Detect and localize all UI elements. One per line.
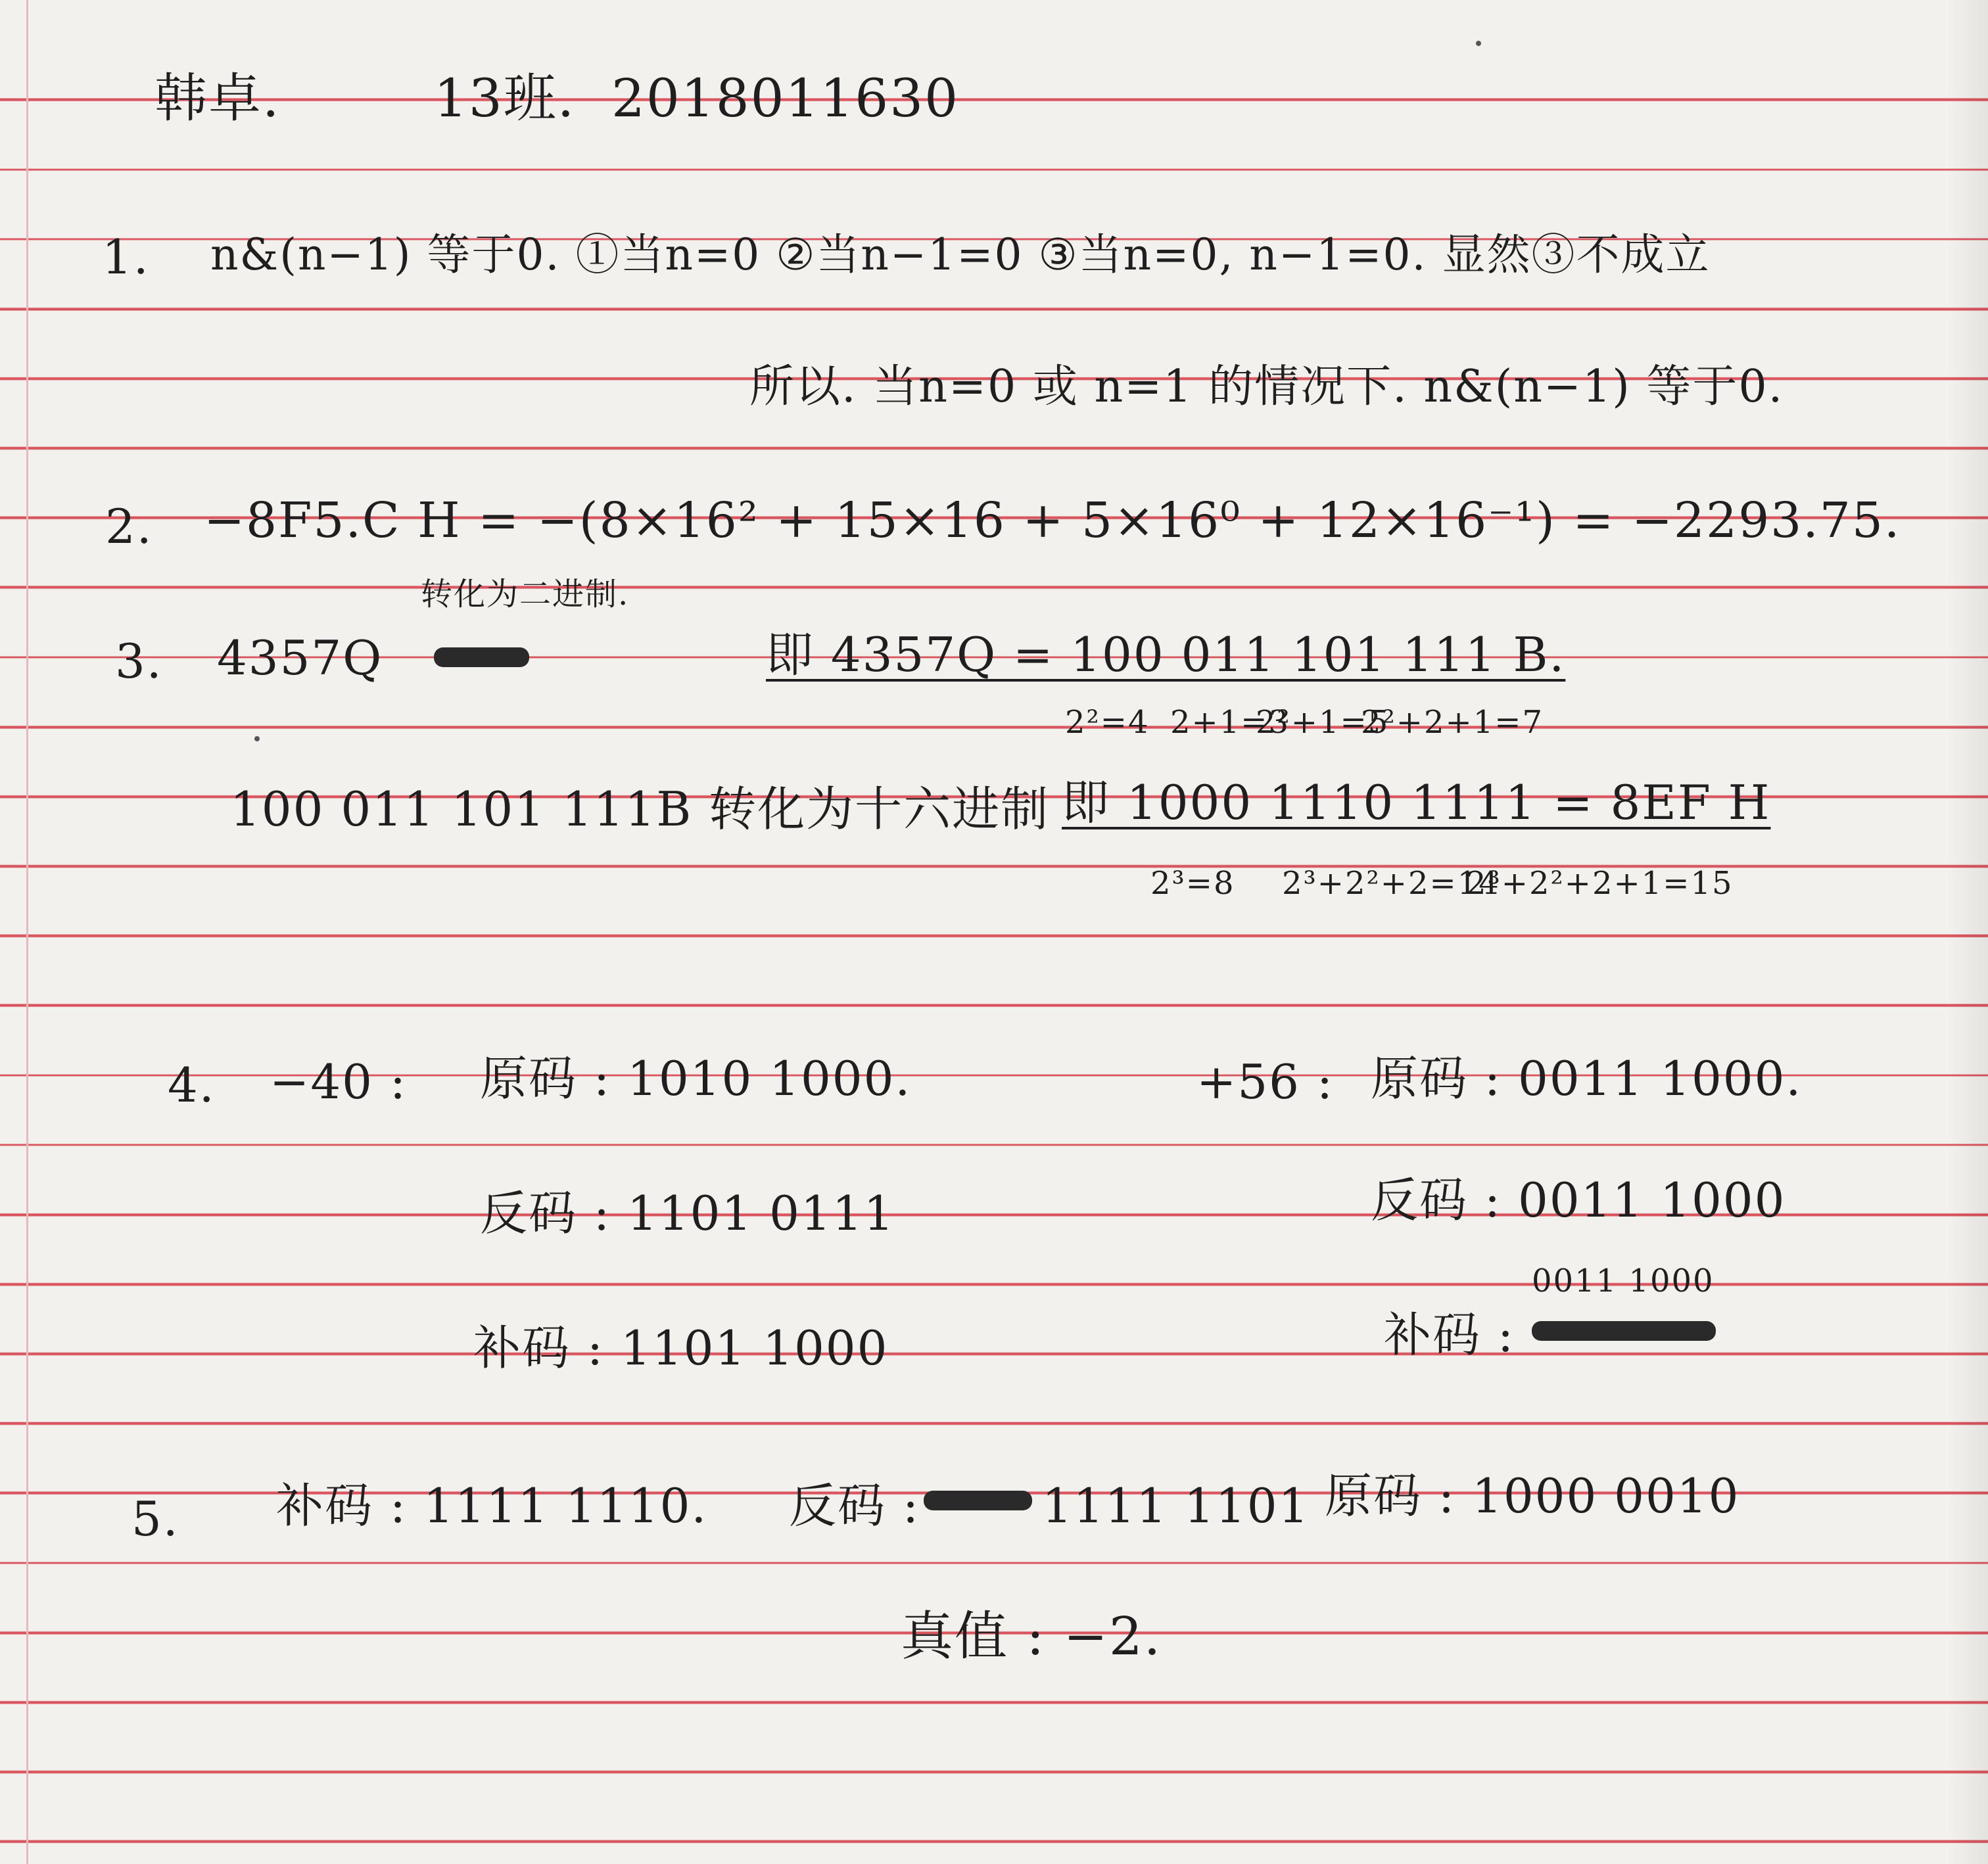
q4-neg-fan: 反码 : 1101 0111 <box>480 1186 895 1241</box>
q1-line1: n&(n−1) 等于0. ①当n=0 ②当n−1=0 ③当n=0, n−1=0. 显然③不成立 <box>210 229 1711 280</box>
q3-line2-eq: 即 1000 1110 1111 = 8EF H <box>1062 775 1771 830</box>
scribble-mark <box>434 647 529 667</box>
q3-note: 转化为二进制. <box>421 576 630 613</box>
q3-group-2: 2+1=3 <box>1170 704 1290 741</box>
q5-fan-label: 反码 : <box>789 1478 920 1533</box>
q3-line2-left: 100 011 101 111B 转化为十六进制 <box>230 781 1050 837</box>
margin-line <box>26 0 28 1864</box>
q1-number: 1. <box>102 229 150 285</box>
q2-line: −8F5.C H = −(8×16² + 15×16 + 5×16⁰ + 12×16⁻¹) = −2293.75. <box>204 492 1901 549</box>
q4-pos-bu-label: 补码 : <box>1384 1307 1515 1363</box>
q2-number: 2. <box>105 499 153 554</box>
q5-yuan: 原码 : 1000 0010 <box>1325 1468 1740 1524</box>
q5-number: 5. <box>131 1491 179 1547</box>
q4-neg-bu: 补码 : 1101 1000 <box>473 1320 889 1376</box>
q4-neg-yuan: 原码 : 1010 1000. <box>480 1051 912 1106</box>
q3-group-3: 2²+1=5 <box>1256 704 1390 741</box>
q3-hex-group-1: 2³=8 <box>1150 865 1235 902</box>
ink-dot <box>1476 41 1481 46</box>
q4-pos-bu-value: 0011 1000 <box>1532 1263 1715 1299</box>
q5-fan-value: 1111 1101 <box>1042 1478 1310 1533</box>
q4-pos-yuan: 原码 : 0011 1000. <box>1371 1051 1803 1106</box>
q4-number: 4. <box>168 1058 216 1113</box>
q3-group-4: 2²+2+1=7 <box>1361 704 1544 741</box>
q3-group-1: 2²=4 <box>1065 704 1150 741</box>
q3-equals: 即 4357Q = 100 011 101 111 B. <box>766 627 1566 682</box>
q1-line2: 所以. 当n=0 或 n=1 的情况下. n&(n−1) 等于0. <box>749 361 1784 413</box>
q3-hex-group-3: 2³+2²+2+1=15 <box>1466 865 1734 902</box>
q4-neg-value: −40 : <box>270 1054 408 1109</box>
q3-number: 3. <box>115 634 163 689</box>
q5-truth: 真值 : −2. <box>901 1606 1162 1667</box>
q4-pos-fan: 反码 : 0011 1000 <box>1371 1173 1786 1228</box>
student-name: 韩卓. <box>154 68 281 129</box>
student-id: 2018011630 <box>611 68 959 129</box>
page-shadow <box>1949 0 1988 1864</box>
q3-octal: 4357Q <box>217 630 383 686</box>
ink-dot <box>254 736 260 741</box>
scribble-mark <box>924 1491 1032 1510</box>
scribble-mark <box>1532 1321 1716 1341</box>
class-name: 13班. <box>434 68 576 129</box>
q3-hex-group-2: 2³+2²+2=14 <box>1282 865 1500 902</box>
q4-pos-value: +56 : <box>1196 1054 1335 1109</box>
q5-bu: 补码 : 1111 1110. <box>276 1478 708 1533</box>
